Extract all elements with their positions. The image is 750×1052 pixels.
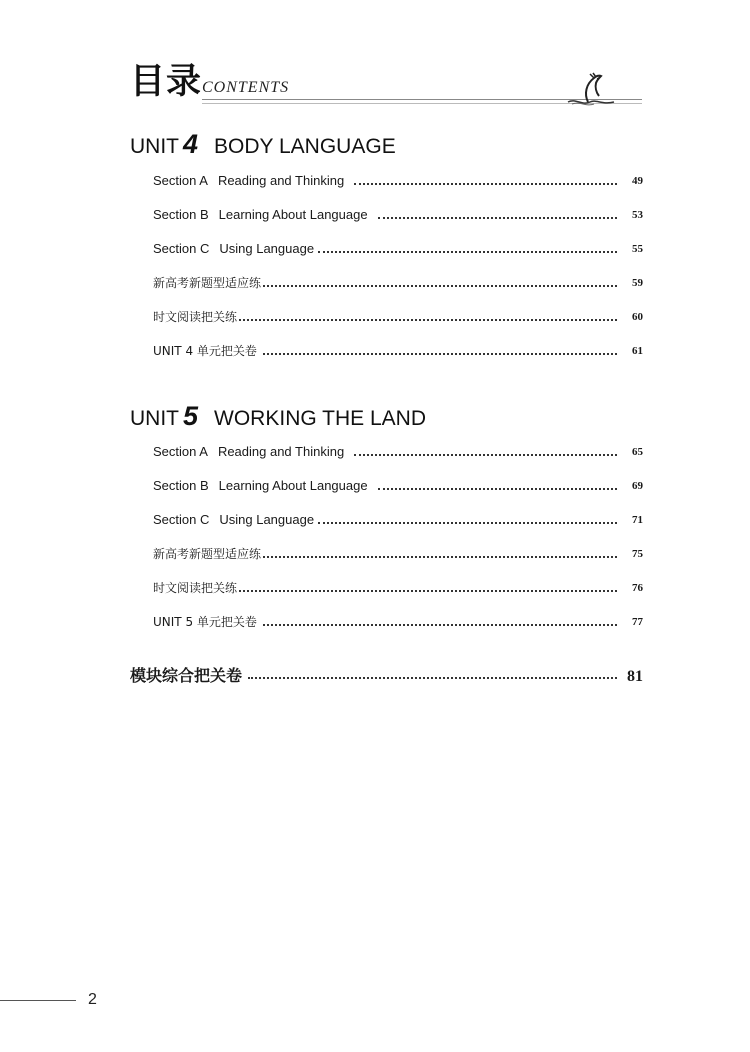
toc-page-number: 69 <box>632 480 643 492</box>
dot-leader <box>263 353 617 355</box>
dot-leader <box>318 522 617 524</box>
toc-page-number: 55 <box>632 243 643 255</box>
toc-entry-title: Reading and Thinking <box>217 444 345 459</box>
dot-leader <box>354 454 617 456</box>
unit-prefix: UNIT <box>130 135 179 158</box>
dot-leader <box>378 217 617 219</box>
toc-entry[interactable] <box>153 204 643 224</box>
contents-title-en: CONTENTS <box>202 79 290 96</box>
toc-entry[interactable] <box>153 340 643 360</box>
contents-header <box>130 62 642 106</box>
unit-name: BODY LANGUAGE <box>214 135 396 158</box>
toc-entry[interactable] <box>153 272 643 292</box>
toc-entry[interactable] <box>153 441 643 461</box>
footer-rule <box>0 1000 76 1001</box>
toc-section: Section C <box>153 241 210 256</box>
toc-page-number: 60 <box>632 311 643 323</box>
dot-leader <box>378 488 617 490</box>
toc-entry[interactable] <box>153 238 643 258</box>
toc-page-number: 77 <box>632 616 643 628</box>
toc-section: Section C <box>153 512 210 527</box>
toc-entry-title: UNIT 4 单元把关卷 <box>153 344 257 358</box>
toc-entry-title: Using Language <box>219 241 315 256</box>
toc-section: Section B <box>153 478 209 493</box>
toc-page-number: 81 <box>627 668 643 685</box>
toc-page-number: 65 <box>632 446 643 458</box>
toc-entry-title: Learning About Language <box>218 207 368 222</box>
dot-leader <box>263 285 617 287</box>
toc-section: Section B <box>153 207 209 222</box>
dot-leader <box>239 319 617 321</box>
toc-entry-title: 时文阅读把关练 <box>153 310 238 324</box>
toc-entry[interactable] <box>153 475 643 495</box>
dot-leader <box>239 590 617 592</box>
toc-page-number: 61 <box>632 345 643 357</box>
toc-entry-title: UNIT 5 单元把关卷 <box>153 615 257 629</box>
unit-prefix: UNIT <box>130 407 179 430</box>
toc-entry-title: Reading and Thinking <box>217 173 345 188</box>
unit-number: 4 <box>183 129 199 159</box>
toc-entry[interactable] <box>153 543 643 563</box>
toc-page-number: 71 <box>632 514 643 526</box>
toc-entry[interactable] <box>153 577 643 597</box>
dot-leader <box>354 183 617 185</box>
unit-5-heading <box>130 403 426 432</box>
contents-title-cn: 目录 <box>130 62 203 102</box>
toc-entry[interactable] <box>153 611 643 631</box>
toc-entry-title: 新高考新题型适应练 <box>153 547 262 561</box>
toc-entry-title: 新高考新题型适应练 <box>153 276 262 290</box>
toc-entry[interactable] <box>153 509 643 529</box>
toc-entry-title: 时文阅读把关练 <box>153 581 238 595</box>
toc-page-number: 49 <box>632 175 643 187</box>
dot-leader <box>263 556 617 558</box>
page-number: 2 <box>88 991 97 1008</box>
unit-4-heading <box>130 131 396 160</box>
toc-page-number: 76 <box>632 582 643 594</box>
unit-number: 5 <box>183 401 199 431</box>
dot-leader <box>248 677 617 679</box>
toc-entry[interactable] <box>153 170 643 190</box>
toc-section: Section A <box>153 173 208 188</box>
toc-section: Section A <box>153 444 208 459</box>
dot-leader <box>318 251 617 253</box>
toc-entry-title: 模块综合把关卷 <box>130 666 243 685</box>
fish-wave-logo-icon <box>566 72 616 106</box>
unit-name: WORKING THE LAND <box>214 407 426 430</box>
toc-page-number: 53 <box>632 209 643 221</box>
toc-page-number: 59 <box>632 277 643 289</box>
toc-entry-final[interactable] <box>130 662 643 686</box>
toc-entry-title: Learning About Language <box>218 478 368 493</box>
toc-entry-title: Using Language <box>219 512 315 527</box>
dot-leader <box>263 624 617 626</box>
toc-page-number: 75 <box>632 548 643 560</box>
toc-entry[interactable] <box>153 306 643 326</box>
